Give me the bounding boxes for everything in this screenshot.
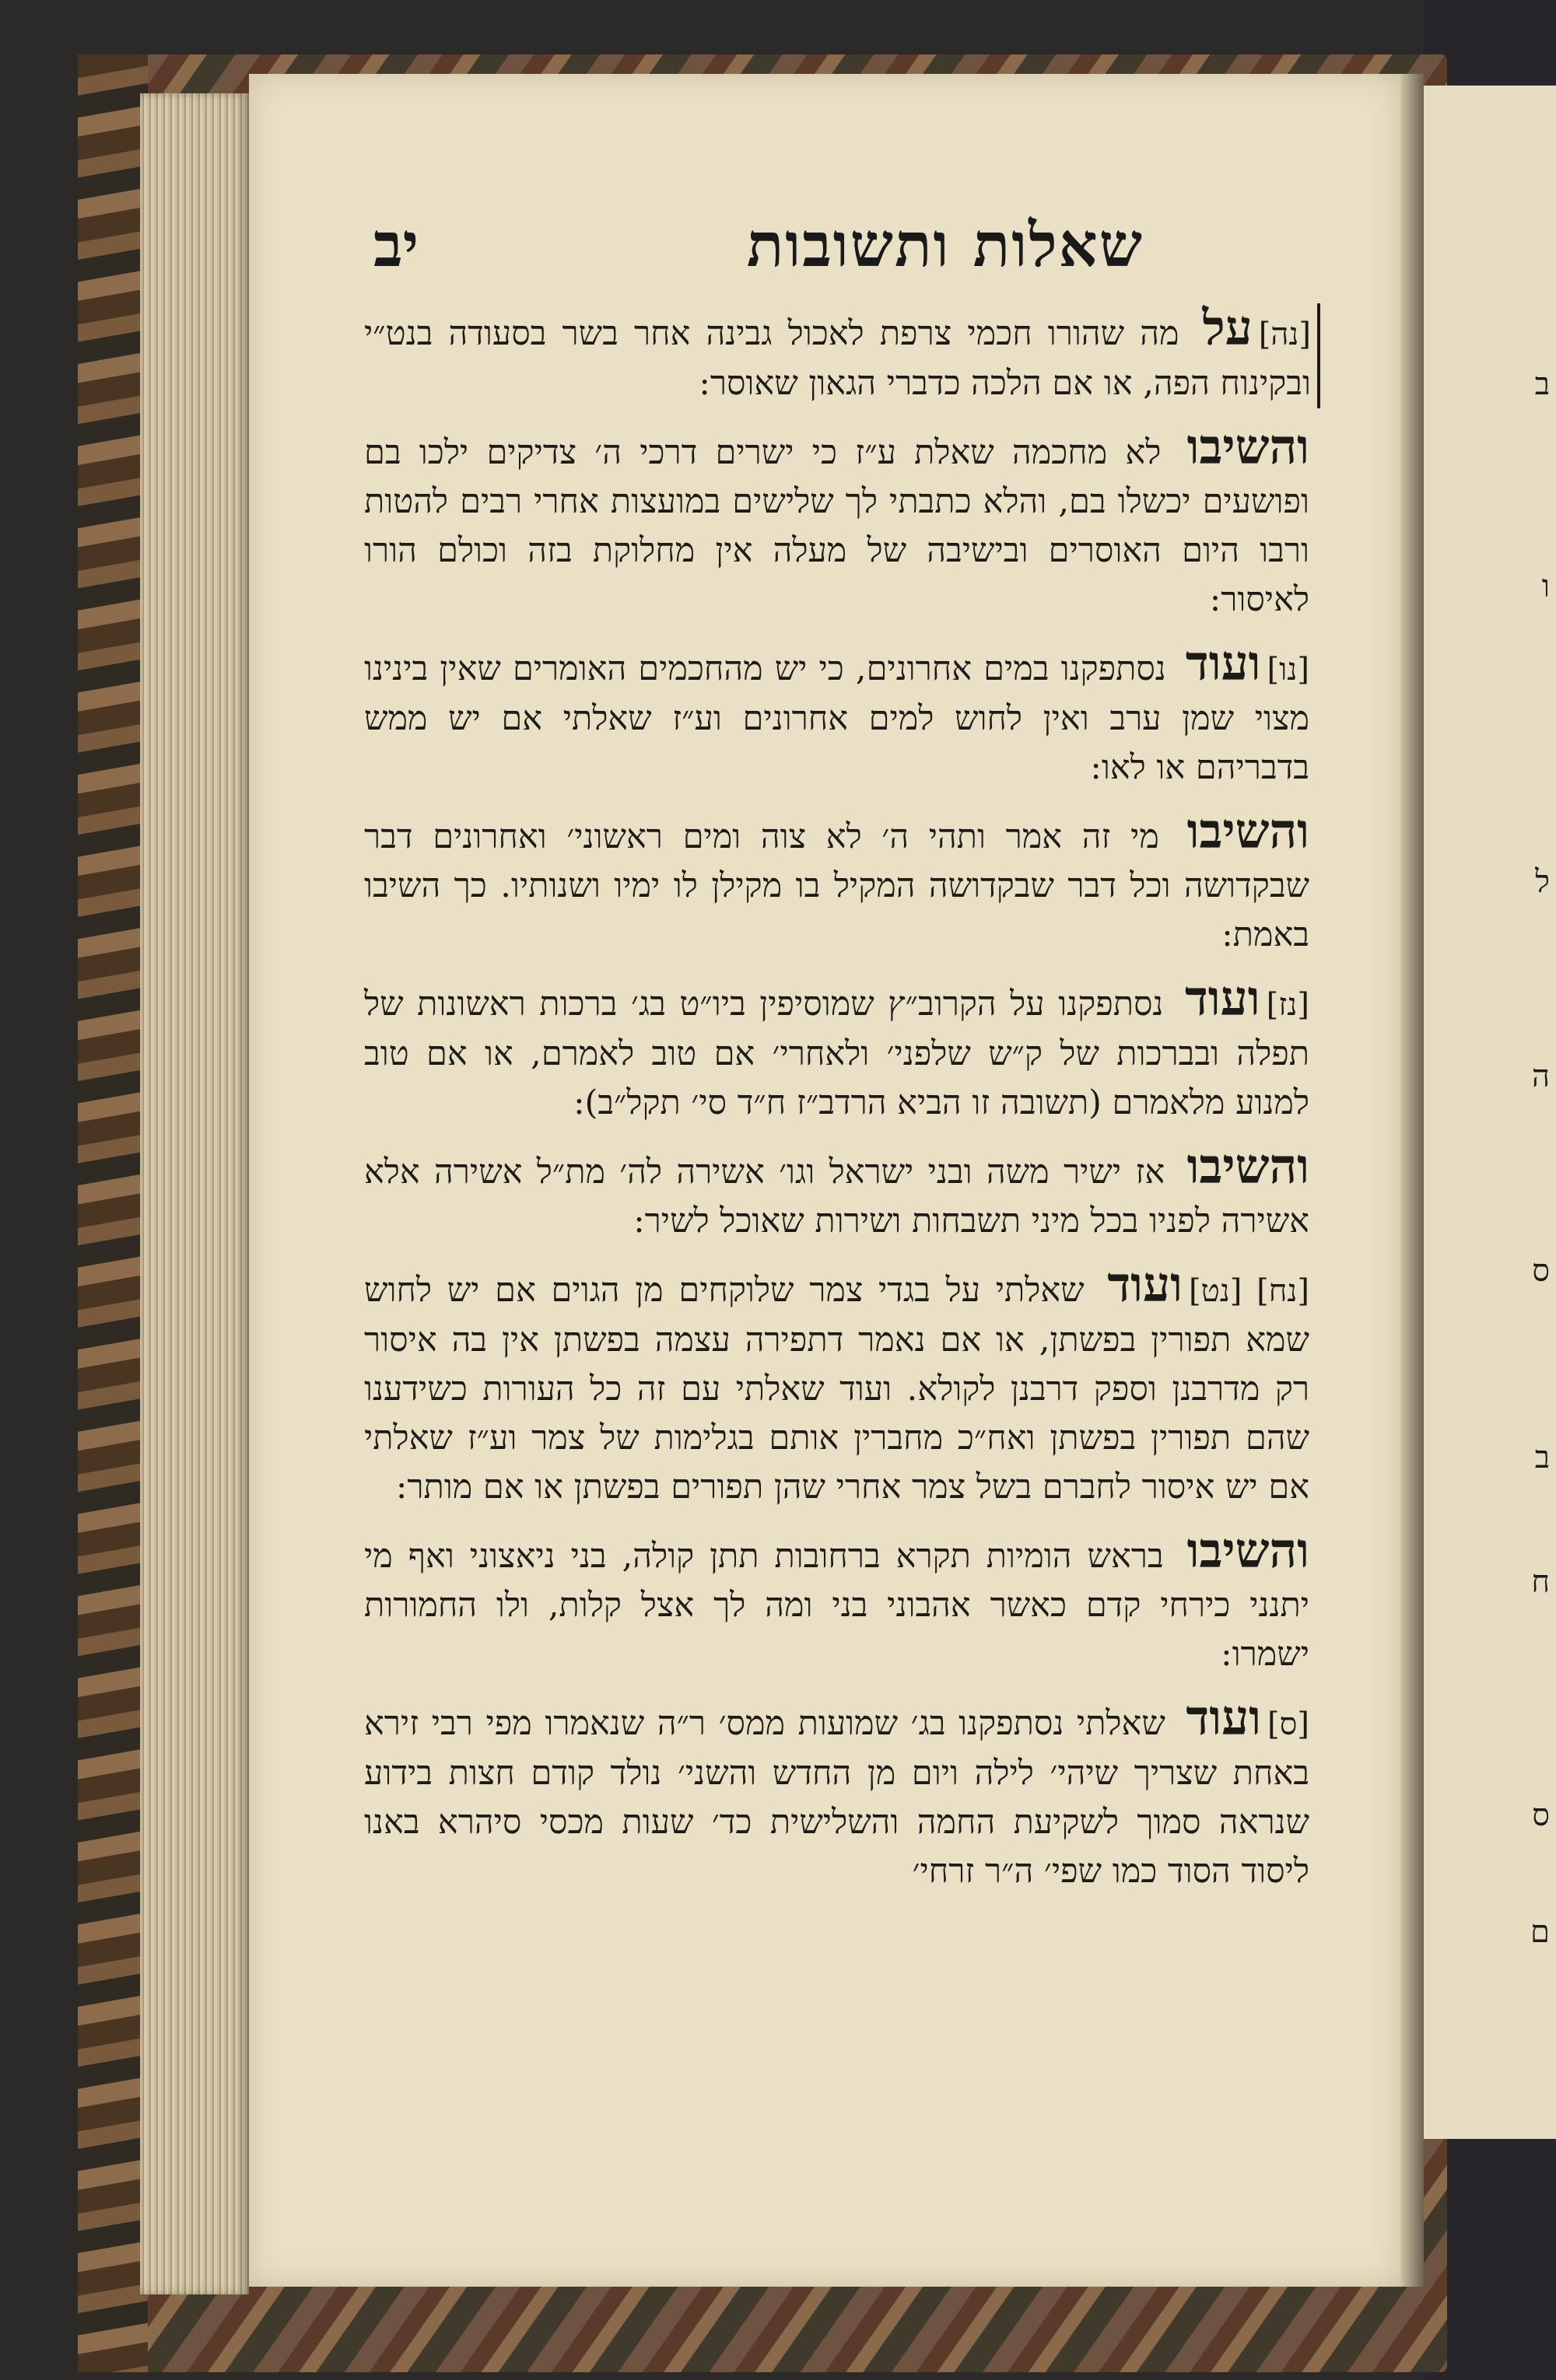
entry-57: [364, 970, 1309, 1128]
next-page-glyph: ב: [1534, 1440, 1550, 1475]
entry-number: [נו]: [1267, 652, 1309, 688]
page-text: [364, 299, 1311, 1910]
entry-55: [364, 299, 1320, 408]
answer-58-59: [364, 1522, 1310, 1679]
entry-body: בראש הומיות תקרא ברחובות תתן קולה, בני ניאצוני ואף מי יתנני כירחי קדם כאשר אהבוני בני ומה לך אצל קלות, ולו החמורות ישמרו:: [364, 1537, 1309, 1674]
next-page-edge: [1424, 86, 1556, 2139]
next-page-glyph: ח: [1531, 1564, 1550, 1600]
next-page-glyph: ס: [1532, 1253, 1550, 1289]
page-number: יב: [373, 210, 419, 281]
entry-lead-word: ועוד: [1185, 635, 1261, 691]
entry-lead-word: ועוד: [1107, 1256, 1183, 1313]
entry-number: [ס]: [1267, 1706, 1309, 1742]
answer-57: [364, 1138, 1309, 1246]
entry-body: שאלתי נסתפקנו בג׳ שמועות ממס׳ ר״ה שנאמרו מפי רבי זירא באחת שצריך שיהי׳ לילה ויום מן החדש והשני׳ נולד קודם חצות בידוע שנראה סמוך לשקיעת החמה והשלישית כד׳ שעות מכסי סיהרא באנו ליסוד הסוד כמו שפי׳ ה״ר זרחי׳: [364, 1704, 1309, 1891]
entry-lead-word: והשיבו: [1186, 803, 1310, 859]
entry-58-59: [364, 1256, 1309, 1512]
entry-body: לא מחכמה שאלת ע״ז כי ישרים דרכי ה׳ צדיקים ילכו בם ופושעים יכשלו בם, והלא כתבתי לך שלישים במועצות אחרי רבים להטות ורבו היום האוסרים ובישיבה של מעלה אין מחלוקת בזה וכולם הורו לאיסור:: [364, 433, 1309, 619]
next-page-glyph: ם: [1530, 1914, 1550, 1950]
entry-lead-word: והשיבו: [1186, 1138, 1309, 1195]
entry-body: אז ישיר משה ובני ישראל וגו׳ אשירה לה׳ מת״ל אשירה אלא אשירה לפניו בכל מיני תשבחות ושירות שאוכל לשיר:: [364, 1153, 1309, 1241]
page-header: [249, 210, 1400, 296]
entry-number: [נח] [נט]: [1188, 1273, 1309, 1309]
entry-body: מי זה אמר ותהי ה׳ לא צוה ומים ראשוני׳ ואחרונים דבר שבקדושה וכל דבר שבקדושה המקיל בו מקילן לו ימיו ושנותיו. כך השיבו באמת:: [364, 817, 1309, 954]
entry-lead-word: והשיבו: [1186, 1522, 1310, 1579]
marbled-cover-edge: [78, 54, 148, 2372]
entry-body: שאלתי על בגדי צמר שלוקחים מן הגוים אם יש לחוש שמא תפורין בפשתן, או אם נאמר דתפירה עצמה בפשתן אין בה איסור רק מדרבנן וספק דרבנן לקולא. ועוד שאלתי עם זה כל העורות כשידענו שהם תפורין בפשתן ואח״כ מחברין אותם בגלימות של צמר וע״ז שאלתי אם יש איסור לחברם בשל צמר אחרי שהן תפורים בפשתן או אם מותר:: [364, 1271, 1309, 1507]
next-page-glyph: ל: [1535, 864, 1550, 900]
book-page: [249, 74, 1400, 2287]
book-gutter: [1400, 74, 1424, 2287]
entry-number: [נה]: [1258, 317, 1311, 352]
entry-number: [נז]: [1266, 987, 1309, 1023]
entry-60: [364, 1689, 1309, 1896]
entry-lead-word: ועוד: [1186, 1689, 1262, 1746]
answer-56: [364, 803, 1310, 960]
next-page-glyph: ב: [1534, 366, 1550, 402]
entry-lead-word: על: [1202, 299, 1253, 356]
entry-56: [364, 635, 1309, 793]
entry-lead-word: ועוד: [1184, 970, 1260, 1027]
answer-55: [364, 418, 1309, 625]
entry-body: מה שהורו חכמי צרפת לאכול גבינה אחר בשר בסעודה בנט״י ובקינוח הפה, או אם הלכה כדברי הגאון שאוסר:: [364, 314, 1311, 403]
entry-body: נסתפקנו במים אחרונים, כי יש מהחכמים האומרים שאין בינינו מצוי שמן ערב ואין לחוש למים אחרונים וע״ז שאלתי אם יש ממש בדבריהם או לאו:: [364, 649, 1309, 787]
entry-body: נסתפקנו על הקרוב״ץ שמוסיפין ביו״ט בג׳ ברכות ראשונות של תפלה ובברכות של ק״ש שלפני׳ ולאחרי׳ אם טוב לאמרם, או אם טוב למנוע מלאמרם (תשובה זו הביא הרדב״ז ח״ד סי׳ תקל״ב):: [364, 985, 1309, 1122]
next-page-glyph: ס: [1532, 1797, 1550, 1833]
entry-lead-word: והשיבו: [1186, 418, 1309, 475]
next-page-glyph: ה: [1531, 1059, 1550, 1094]
next-page-glyph: ו: [1541, 569, 1550, 604]
page-fore-edge: [140, 93, 249, 2294]
running-title: שאלות ותשובות: [746, 210, 1144, 281]
